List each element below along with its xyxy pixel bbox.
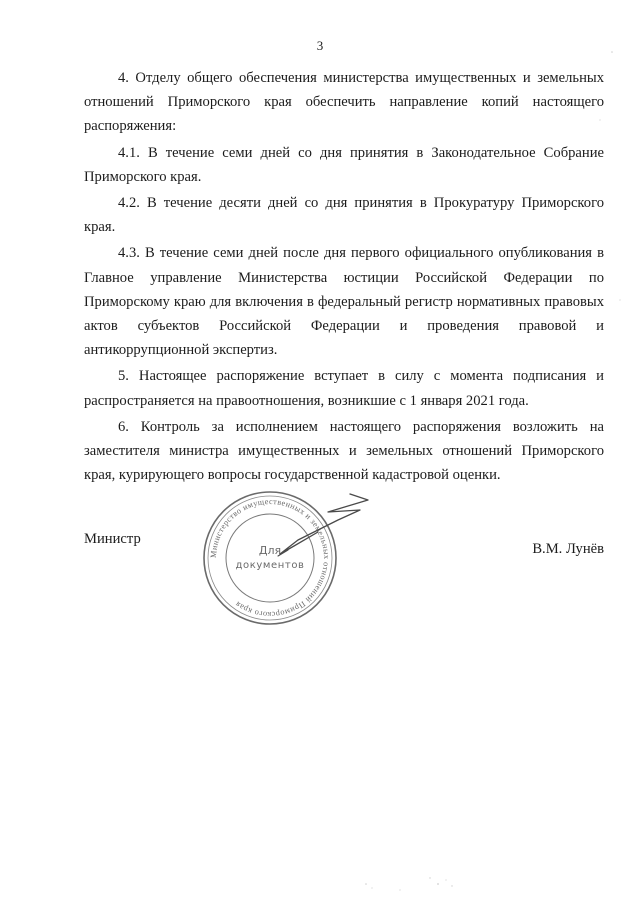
signer-position: Министр	[84, 531, 141, 547]
paragraph-4-1: 4.1. В течение семи дней со дня принятия в Законодательное Собрание Приморского края.	[84, 144, 604, 185]
page-number: 3	[316, 38, 324, 53]
document-body	[84, 66, 604, 489]
paragraph-4-2: 4.2. В течение десяти дней со дня принятия в Прокуратуру Приморского края.	[84, 195, 604, 236]
stamp-ring-text: Министерство имущественных и земельных отношений Приморского края	[208, 496, 332, 620]
handwritten-signature	[258, 488, 378, 568]
paragraph-4: 4. Отделу общего обеспечения министерства имущественных и земельных отношений Приморского края обеспечить направление копий настоящего распоряжения:	[84, 70, 604, 135]
signer-name: В.М. Лунёв	[532, 541, 604, 557]
paragraph-6: 6. Контроль за исполнением настоящего распоряжения возложить на заместителя министра имущественных и земельных отношений Приморского края, курирующего вопросы государственной кадастровой оценки.	[84, 418, 604, 484]
paragraph-5: 5. Настоящее распоряжение вступает в силу с момента подписания и распространяется на правоотношения, возникшие с 1 января 2021 года.	[84, 368, 604, 409]
stamp-center-line2: документов	[235, 560, 305, 571]
stamp-center-line1: Для	[258, 544, 282, 557]
paragraph-4-3: 4.3. В течение семи дней после дня первого официального опубликования в Главное управление Министерства юстиции Российской Федерации по Приморскому краю для включения в федеральный регистр нормативных правовых актов субъектов Российской Федерации и проведения правовой и антикоррупционной экспертиз.	[84, 245, 604, 359]
